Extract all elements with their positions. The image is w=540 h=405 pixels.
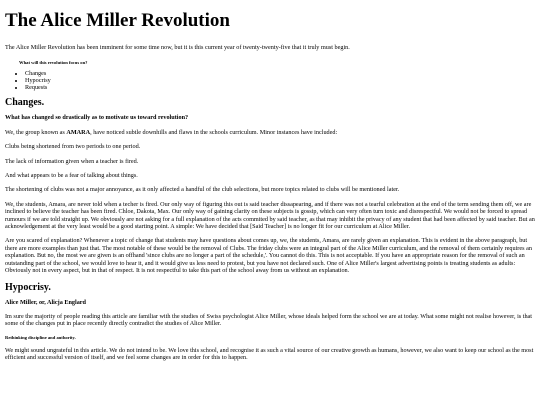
instance-paragraph: The lack of information given when a teacher is fired. [5,157,139,165]
changes-paragraph: We, the students, Amara, are never told when a techer is fired. Our only way of figuring this out is said teacher dissapearing, and if there was not a tearful celebration at the end of the term sending them off, we are inclined to believe the teacher has been fired. Chloe, Dakota, Max. Our only way of gaining clarity on these subjects is gossip, which can very often turn toxic and disrespectful. We would not be forced to spread rumours if we are told straight up. We obviously are not asking for a full explanation of the acts commited by said teacher, as that may inhibit the privacy of any student that had been affected by said teacher. But an acknowledgement at the very least would be a good starting point. A simple: We have decided that [Said Teacher] is no longer fit for our curriculum at Alice Miller. [5,200,535,231]
focus-question: What will this revolution focus on? [19,60,88,66]
list-item: • Requests [25,84,535,91]
text-run: We, the group known as [5,128,67,136]
list-item: • Changes [25,70,535,77]
instance-paragraph: And what appears to be a fear of talking about things. [5,172,138,180]
changes-paragraph: The shortening of clubs was not a major annoyance, as it only affected a handful of the club selections, but more topics related to clubs will be mentioned later. [5,186,400,194]
changes-subheading: What has changed so drastically as to motivate us toward revolution? [5,114,189,122]
changes-paragraph: Are you scared of explanation? Whenever a topic of change that students may have questions about comes up, we, the students, Amara, are rarely given an explanation. This is evident in the above paragraph, but there are more examples than just that. The most notable of these would be the removal of Clubs. The friday clubs were an integral part of the Alice Miller curriculum, and the removal of them certainly requires an explanation. But no, the most we are given is an offhand 'since clubs are no longer a part of the schedule,'. You cannot do this. This is not acceptable. If you have an appropriate reason for the removal of such an outstanding part of the school, we would love to hear it, and it would give us less need to protest, but you have not declared such. One of Alice Miller's largest advertising points is treating students as adults: Obviously not in every aspect, but in that of respect. It is not respectful to take this part of the school away from us without an explanation. [5,237,532,275]
intro-paragraph: The Alice Miller Revolution has been imminent for some time now, but it is this current year of twenty-twenty-five that it truly must begin. [5,44,350,51]
list-item: • Hypocrisy [25,77,535,84]
instance-paragraph: Clubs being shortened from two periods to one period. [5,143,141,151]
hypocrisy-paragraph: Im sure the majority of people reading this article are familiar with the studies of Swiss psychologist Alice Miller, whose ideals helped form the school we are at today. What some might not realise however, is that some of the changes put in place recently directly contradict the studies of Alice Miller. [5,312,533,328]
text-run: , have noticed subtle downhills and flaws in the schools curriculum. Minor instances have included: [90,128,338,136]
changes-paragraph [5,129,535,136]
focus-list [5,70,535,91]
hypocrisy-paragraph: We might sound ungrateful in this article. We do not intend to be. We love this school, and recognise it as such a vital source of our creative growth as humans, however, we also want to keep our school as the most efficient and successful version of itself, and we feel some changes are in order for this to happen. [5,346,534,362]
section-heading-changes: Changes. [5,97,45,109]
section-heading-hypocrisy: Hypocrisy. [5,281,51,293]
hypocrisy-authors: Alice Miller, or, Alicja Englard [5,298,86,306]
hypocrisy-subheading: Rethinking discipline and authority. [5,334,76,340]
group-name: AMARA [66,128,91,136]
page-title: The Alice Miller Revolution [5,10,230,31]
